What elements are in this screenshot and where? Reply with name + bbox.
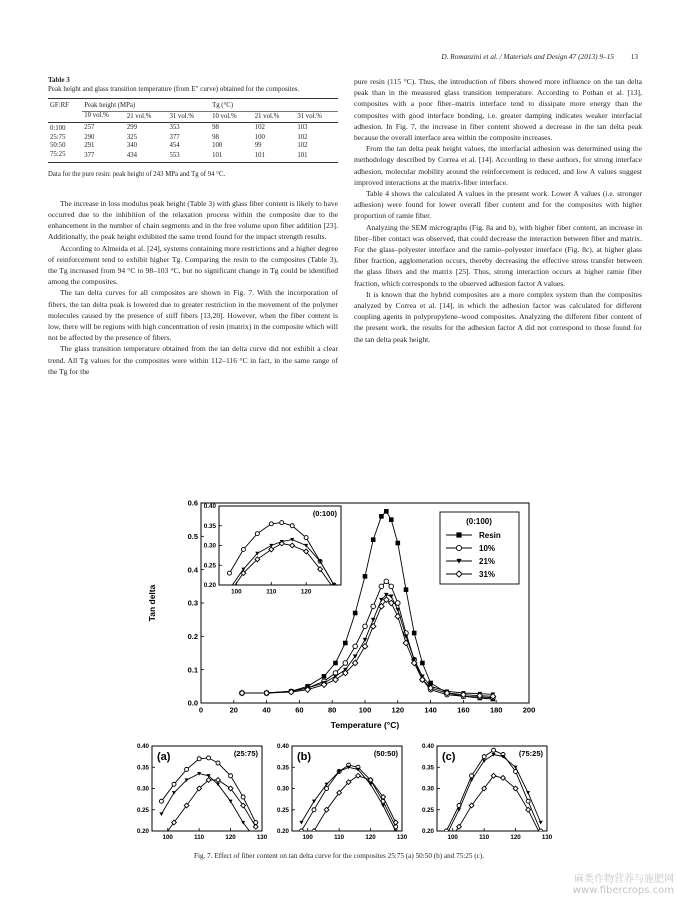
table-cell: 102: [297, 142, 308, 150]
x-tick-label: 60: [295, 705, 304, 715]
data-point: [159, 799, 163, 803]
body-paragraph: It is known that the hybrid composites are a more complex system than the composites analyzed by Correa et al. [14], in which the adhesion factor was calculated for different coupling agents in polypropylene–wood composites. Analyzing the different fiber content of the present work, the results for the adhesion factor A did not correspond to those found for the tan delta peak height.: [354, 289, 642, 344]
panel-letter: (a): [157, 751, 171, 763]
panel-letter: (b): [297, 751, 312, 763]
data-point: [404, 587, 409, 592]
table-cell: 101: [212, 151, 223, 159]
figure-caption: Fig. 7. Effect of fiber content on tan delta curve for the composites 25:75 (a) 50:50 (b) and 75:25 (c).: [193, 852, 485, 860]
y-tick-label: 0.35: [203, 522, 216, 530]
y-tick-label: 0.20: [136, 828, 149, 836]
data-point: [379, 514, 384, 519]
legend-label: 31%: [479, 570, 496, 579]
table-cell: 101: [254, 151, 265, 159]
y-tick-label: 0.6: [187, 498, 198, 508]
data-point: [456, 545, 461, 550]
data-point: [353, 611, 358, 616]
data-point: [353, 644, 358, 649]
y-tick-label: 0.5: [187, 531, 198, 541]
table-cell: 100: [212, 142, 223, 150]
body-paragraph: The increase in loss modulus peak height (Table 3) with glass fiber content is likely to have occurred due to the inhibition of the relaxation process within the composite due to the enhancement in the number of chain segments and in the free volume upon fiber addition [23]. Additionally, the peak height exhibited the same trend found for the impact strength results.: [48, 198, 338, 242]
data-point: [343, 661, 348, 666]
data-point: [539, 829, 543, 833]
data-point: [396, 601, 401, 606]
y-tick-label: 0.40: [203, 503, 216, 511]
x-tick-label: 100: [447, 834, 458, 842]
table-cell: 98: [212, 124, 219, 132]
journal-citation: D. Romanzini et al. / Materials and Design 47 (2013) 9–15: [441, 52, 614, 61]
data-point: [456, 532, 461, 537]
table-subheader: 31 vol.%: [169, 112, 194, 120]
x-tick-label: 110: [479, 834, 490, 842]
data-point: [290, 524, 294, 528]
x-tick-label: 180: [489, 705, 503, 715]
data-point: [216, 761, 220, 765]
x-tick-label: 100: [231, 588, 242, 596]
y-tick-label: 0.35: [421, 764, 434, 772]
table-cell: 290: [84, 133, 95, 141]
x-tick-label: 100: [162, 834, 173, 842]
data-point: [197, 757, 201, 761]
data-point: [304, 536, 308, 540]
y-tick-label: 0.25: [203, 562, 216, 570]
y-tick-label: 0.2: [187, 631, 198, 641]
table-cell: 25:75: [50, 133, 66, 141]
table-cell: 553: [169, 151, 180, 159]
x-tick-label: 100: [302, 834, 313, 842]
y-tick-label: 0.20: [276, 828, 289, 836]
data-point: [482, 755, 486, 759]
body-paragraph: The glass transition temperature obtained from the tan delta curve did not exhibit a clear trend. All Tg values for the composites were within 112–116 °C in fact, in the same range of the Tg for the: [48, 344, 338, 376]
panel-title: (50:50): [373, 749, 398, 758]
x-tick-label: 120: [365, 834, 376, 842]
data-point: [444, 829, 448, 833]
data-point: [269, 522, 273, 526]
data-point: [241, 795, 245, 799]
table-cell: 377: [169, 133, 180, 141]
table-cell: 0:100: [50, 125, 66, 133]
table-cell: 98: [212, 133, 219, 141]
body-paragraph: pure resin (115 °C). Thus, the introduction of fibers showed more influence on the tan delta peak than in the measured glass transition temperature. According to Pothan et al. [13], composites with a poor fiber–matrix interface tend to dissipate more energy than the composites with good interface bonding, i.e. greater damping indicates weaker interfacial adhesion. In Fig. 7, the increase in fiber content showed a decrease in the tan delta peak because the overall interface area within the composite increases.: [354, 77, 642, 143]
table-cell: 102: [254, 124, 265, 132]
table-caption: Peak height and glass transition temperature (from E″ curve) obtained for the composites.: [48, 85, 300, 93]
table-cell: 50:50: [50, 142, 66, 150]
data-point: [363, 624, 368, 629]
data-point: [444, 841, 449, 846]
table-cell: 299: [126, 124, 138, 132]
table-footnote: Data for the pure resin: peak height of 243 MPa and Tg of 94 °C.: [48, 170, 226, 178]
body-paragraph: Analyzing the SEM micrographs (Fig. 8a and b), with higher fiber content, an increase in fiber–fiber contact was observed, that could decrease the interaction between fiber and matrix. For the glass–polyester interface and the ramie–polyester interface (Fig. 8c), at higher glass fiber fraction, agglomeration occurs, thereby decreasing the effective stress transfer between the glass fibers and the matrix [25]. Thus, strong interaction occurs at higher ramie fiber fraction, which corresponds to the observed adhesion factor A values.: [354, 222, 642, 288]
y-tick-label: 0.35: [276, 764, 289, 772]
watermark-line: www.fibercrops.com: [572, 885, 674, 896]
table-subheader: 31 vol.%: [297, 112, 322, 120]
watermark: [573, 874, 674, 896]
data-point: [312, 808, 316, 812]
data-point: [280, 521, 284, 525]
x-axis-label: Temperature (°C): [330, 720, 400, 730]
table-cell: 257: [84, 124, 95, 132]
data-point: [343, 641, 348, 646]
y-tick-label: 0.4: [187, 565, 198, 575]
x-tick-label: 120: [300, 588, 312, 596]
body-paragraph: Table 4 shows the calculated A values in the present work. Lower A values (i.e. stronger adhesion) were found for lower overall fiber content and for the composites with higher proportion of ramie fiber.: [354, 189, 642, 221]
table-header-gfrf: GF:RF: [50, 102, 69, 110]
data-point: [299, 846, 304, 851]
y-tick-label: 0.25: [421, 806, 434, 814]
data-point: [185, 767, 189, 771]
y-tick-label: 0.0: [187, 698, 198, 708]
x-tick-label: 110: [266, 588, 277, 596]
legend-label: Resin: [479, 531, 501, 540]
y-tick-label: 0.20: [203, 582, 216, 590]
y-tick-label: 0.1: [187, 665, 198, 675]
data-point: [526, 799, 530, 803]
data-point: [371, 537, 376, 542]
table-cell: 102: [297, 133, 308, 141]
table-cell: 434: [126, 151, 138, 159]
x-tick-label: 110: [194, 834, 205, 842]
data-point: [255, 532, 259, 536]
x-tick-label: 0: [198, 705, 204, 715]
x-tick-label: 100: [358, 705, 372, 715]
x-tick-label: 130: [541, 834, 553, 842]
y-tick-label: 0.40: [136, 743, 149, 751]
data-point: [389, 517, 394, 522]
x-tick-label: 80: [328, 705, 337, 715]
x-tick-label: 40: [262, 705, 271, 715]
table-cell: 454: [169, 142, 180, 150]
table-cell: 291: [84, 142, 95, 150]
table-header-tg: Tg (°C): [210, 99, 338, 112]
data-point: [384, 509, 389, 514]
table-title: Table 3: [48, 76, 70, 84]
table-cell: 75:25: [50, 150, 66, 158]
data-point: [363, 574, 368, 579]
data-point: [299, 829, 303, 833]
x-tick-label: 140: [424, 705, 437, 715]
y-tick-label: 0.30: [421, 785, 434, 793]
body-paragraph: From the tan delta peak height values, the interfacial adhesion was determined using the methodology described by Correa et al. [14]. According to these authors, for strong interface adhesion, molecular mobility around the reinforcement is reduced, and low A values suggest improved interactions at the matrix-fiber interface.: [354, 144, 642, 187]
y-tick-label: 0.30: [276, 785, 289, 793]
table-cell: 325: [126, 133, 138, 141]
legend-title: (0:100): [466, 517, 492, 526]
y-tick-label: 0.35: [136, 764, 149, 772]
x-tick-label: 120: [391, 705, 405, 715]
y-tick-label: 0.20: [421, 828, 434, 836]
table-cell: 99: [254, 142, 262, 150]
y-axis-label: Tan delta: [147, 584, 157, 622]
x-tick-label: 120: [225, 834, 236, 842]
y-tick-label: 0.30: [203, 542, 216, 550]
table-subheader: 10 vol.%: [84, 111, 109, 119]
y-tick-label: 0.25: [136, 806, 149, 814]
data-point: [207, 756, 211, 760]
data-point: [420, 661, 425, 666]
table-subheader: 10 vol.%: [212, 112, 237, 120]
x-tick-label: 130: [396, 834, 408, 842]
data-point: [492, 748, 496, 752]
data-point: [412, 631, 417, 636]
data-point: [389, 584, 394, 589]
data-point: [371, 604, 376, 609]
x-tick-label: 200: [522, 705, 536, 715]
legend-label: 21%: [479, 557, 496, 566]
y-tick-label: 0.25: [276, 806, 289, 814]
table-cell: 101: [297, 151, 308, 159]
panel-title: (75:25): [518, 749, 543, 758]
page-number: 13: [630, 52, 638, 61]
table-cell: 100: [254, 133, 265, 141]
table-cell: 103: [297, 124, 308, 132]
data-point: [227, 571, 231, 575]
data-point: [241, 547, 245, 551]
legend-label: 10%: [479, 544, 496, 553]
x-tick-label: 20: [229, 705, 238, 715]
inset-title: (0:100): [312, 509, 337, 518]
table-cell: 340: [126, 142, 138, 150]
data-point: [333, 661, 338, 666]
y-tick-label: 0.40: [421, 743, 434, 751]
y-tick-label: 0.40: [276, 743, 289, 751]
data-point: [325, 787, 329, 791]
x-tick-label: 130: [256, 834, 268, 842]
y-tick-label: 0.30: [136, 785, 149, 793]
panel-title: (25:75): [233, 749, 258, 758]
table-cell: 377: [84, 151, 95, 159]
table-subheader: 21 vol.%: [126, 112, 152, 120]
body-paragraph: According to Almeida et al. [24], systems containing more restrictions and a higher degree of reinforcement tend to exhibit higher Tg. Comparing the resin to the composites (Table 3), the Tg increased from 94 °C to 98–103 °C, but no significant change in Tg could be identified among the composites.: [48, 243, 338, 287]
x-tick-label: 120: [510, 834, 521, 842]
watermark-line: 麻类作物营养与施肥网: [574, 874, 674, 885]
data-point: [396, 541, 401, 546]
data-point: [229, 774, 233, 778]
table-cell: 353: [169, 124, 180, 132]
data-point: [384, 579, 389, 584]
x-tick-label: 160: [457, 705, 470, 715]
panel-letter: (c): [442, 751, 456, 763]
data-point: [322, 674, 327, 679]
data-point: [379, 584, 384, 589]
table-subheader: 21 vol.%: [254, 112, 280, 120]
data-point: [172, 782, 176, 786]
body-paragraph: The tan delta curves for all composites are shown in Fig. 7. With the incorporation of fibers, the tan delta peak is lowered due to greater restriction in the movement of the polymer molecules caused by the presence of stiff fibers [13,20]. However, when the fiber content is low, there will be regions with high concentration of resin (matrix) in the composite which will not be affected by the presence of fibers.: [48, 288, 338, 343]
table-header-peak: Peak height (MPa): [82, 99, 210, 112]
x-tick-label: 110: [334, 834, 345, 842]
y-tick-label: 0.3: [187, 598, 198, 608]
